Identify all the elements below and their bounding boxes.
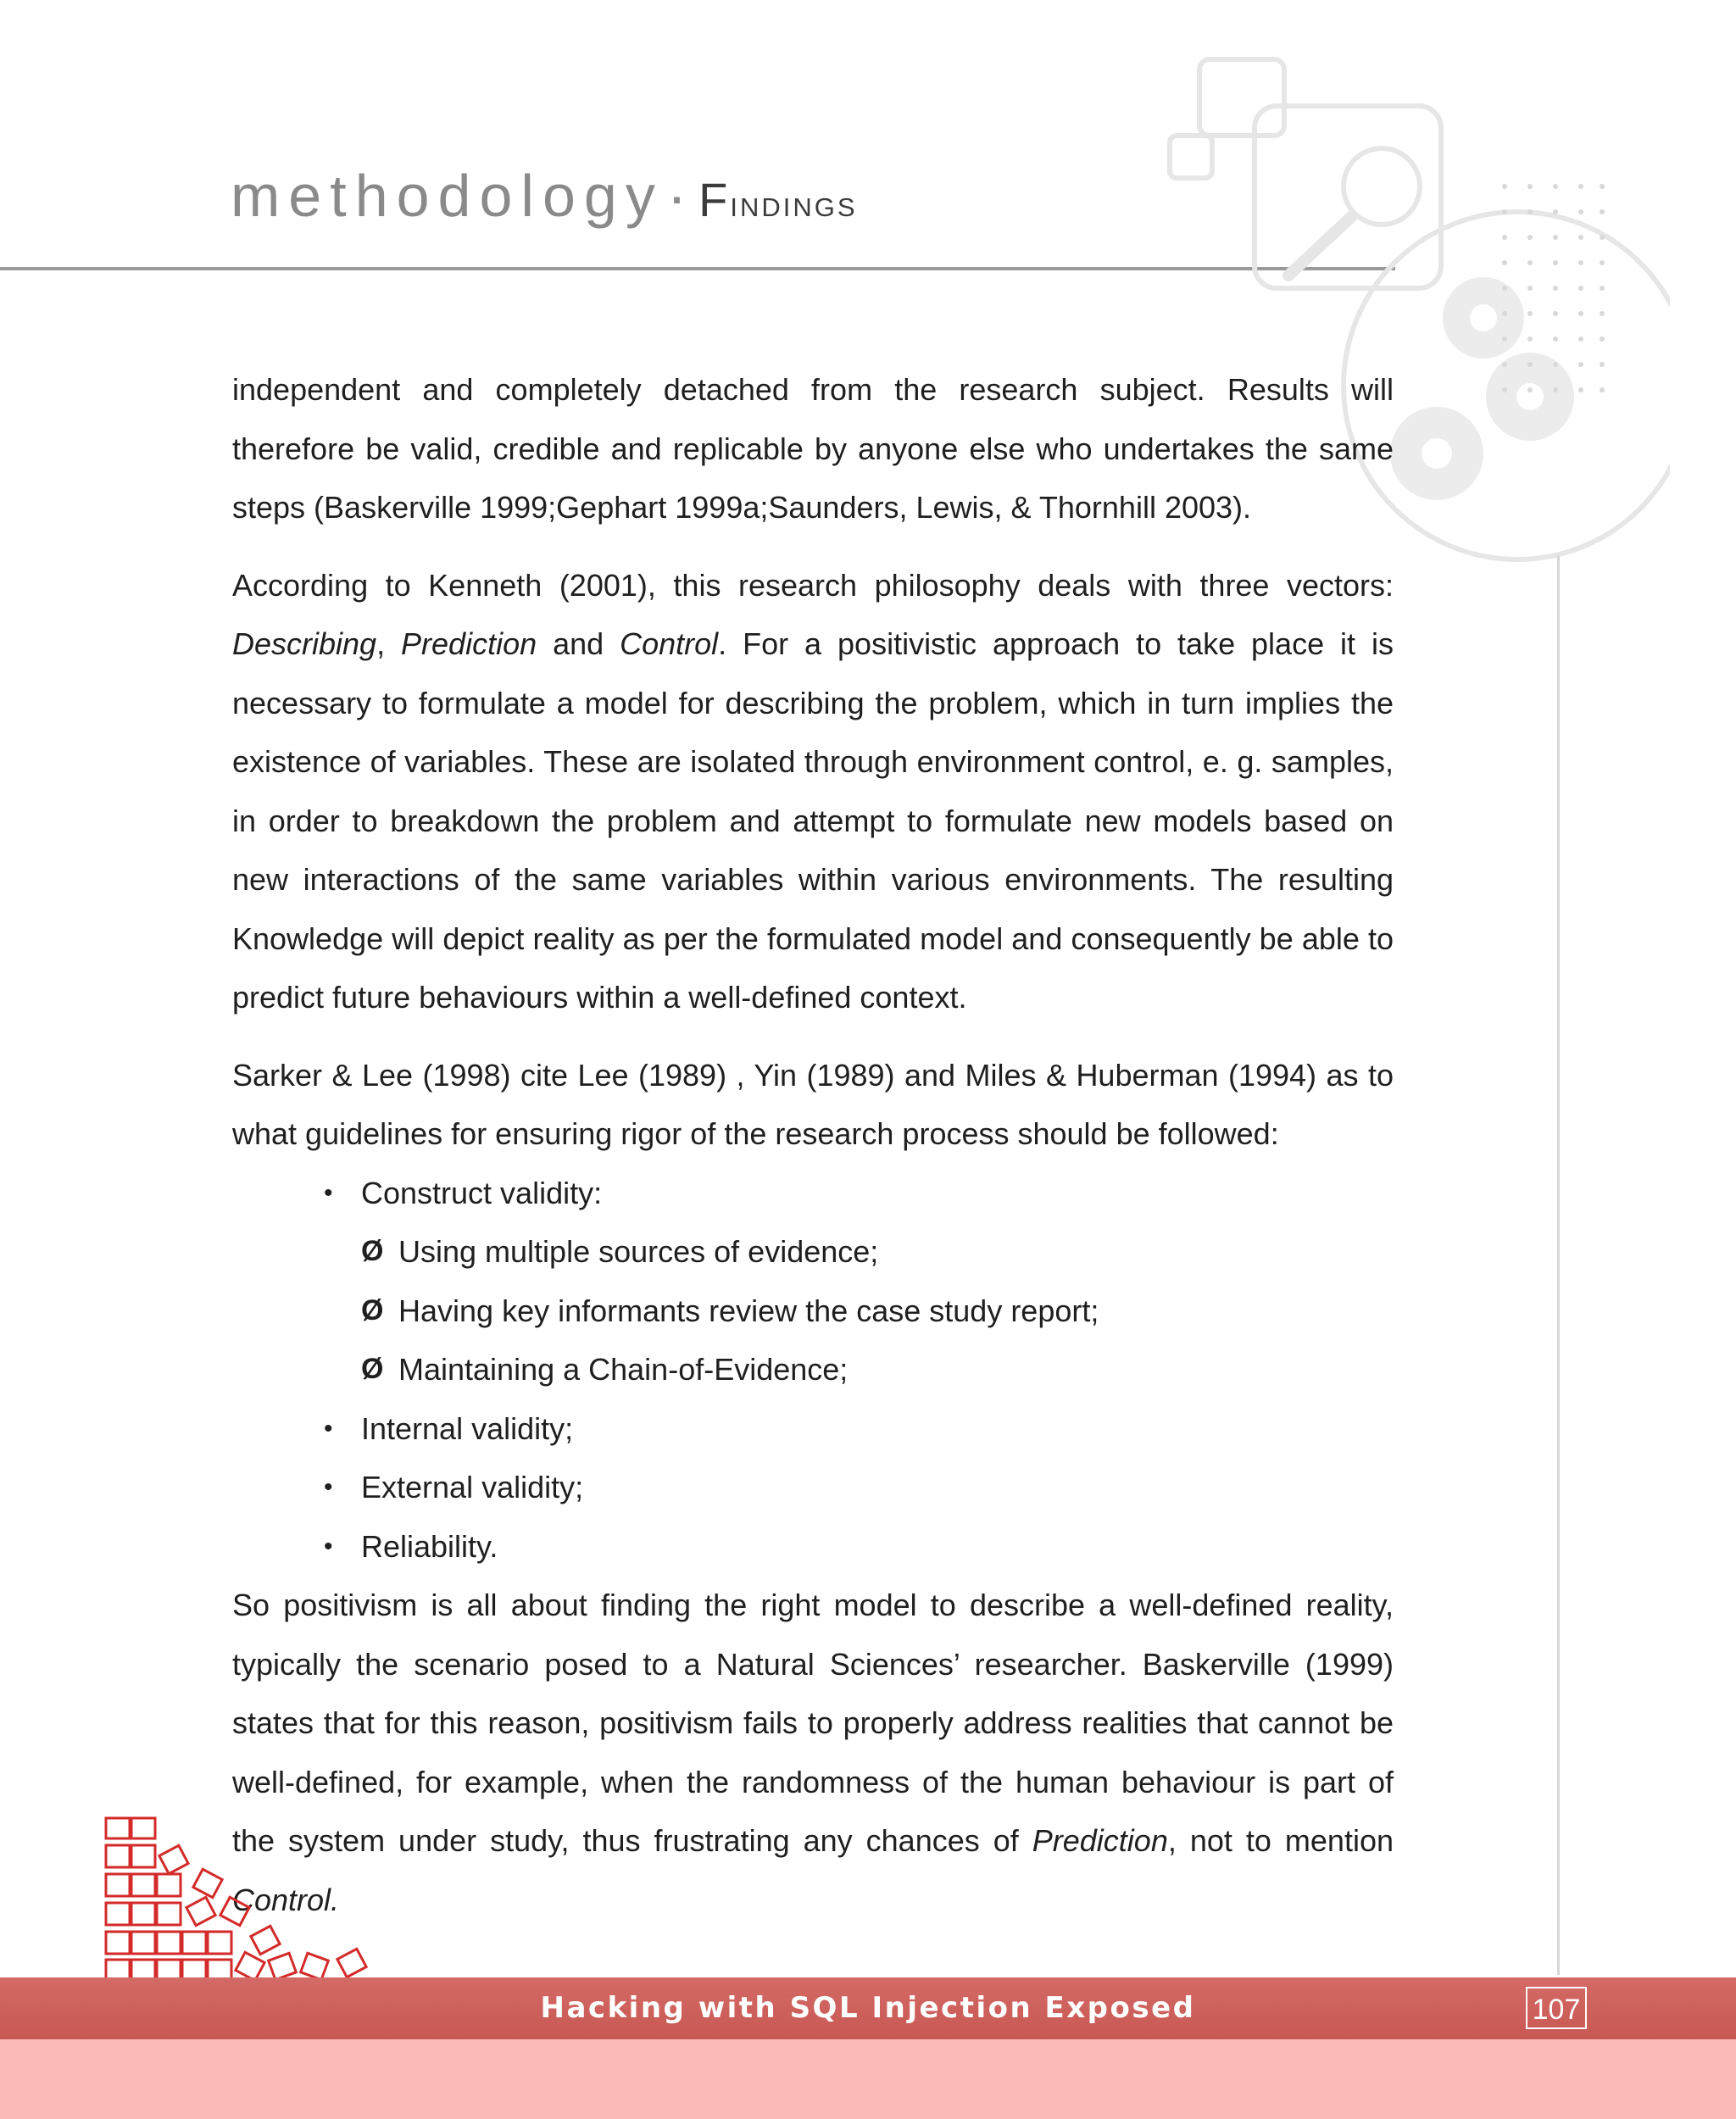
sub-list-item <box>361 1222 1394 1282</box>
p2-italic-describing: Describing <box>232 626 377 661</box>
p2-text-a: According to Kenneth (2001), this research philosophy deals with three vectors: <box>232 567 1394 603</box>
sub-list-item-label: Having key informants review the case study report; <box>398 1293 1099 1328</box>
list-item <box>324 1164 1394 1399</box>
p4-text-a: So positivism is all about finding the right model to describe a well-defined reality, typically the scenario posed to a Natural Sciences’ researcher. Baskerville (1999) states that for this reason, positivism fails to properly address realities that cannot be well-defined, for example, when the randomness of the human behaviour is part of the system under study, thus frustrating any chances of <box>232 1588 1394 1858</box>
p4-italic-prediction: Prediction <box>1032 1823 1168 1858</box>
arrow-bullet-icon: Ø <box>361 1293 384 1326</box>
p2-italic-prediction: Prediction <box>401 626 537 661</box>
arrow-bullet-icon: Ø <box>361 1353 384 1385</box>
paragraph-2 <box>232 556 1394 1027</box>
paragraph-1: independent and completely detached from the research subject. Results will therefore be valid, credible and replicable by anyone else who undertakes the same steps (Baskerville 1999;Gephart 1999a;Saunders, Lewis, & Thornhill 2003). <box>232 372 1394 525</box>
sub-list-item-label: Using multiple sources of evidence; <box>398 1234 879 1269</box>
p4-italic-control: Control. <box>232 1882 340 1917</box>
bullet-icon: • <box>324 1473 333 1501</box>
paragraph-3: Sarker & Lee (1998) cite Lee (1989) , Yin (1989) and Miles & Huberman (1994) as to what guidelines for ensuring rigor of the research process should be followed: <box>232 1057 1394 1151</box>
sub-list-item <box>361 1340 1394 1399</box>
subsection-initial: F <box>698 173 731 226</box>
header-separator: · <box>666 163 687 229</box>
footer-pink-strip <box>0 2039 1736 2119</box>
list-item-label: Reliability. <box>361 1528 498 1564</box>
right-margin-rule <box>1557 555 1560 1975</box>
list-item-label: External validity; <box>361 1470 584 1504</box>
list-item-label: Construct validity: <box>361 1175 603 1210</box>
p2-italic-control: Control <box>620 626 719 661</box>
list-item <box>324 1399 1394 1459</box>
arrow-bullet-icon: Ø <box>361 1235 384 1267</box>
bullet-icon: • <box>324 1532 333 1560</box>
p2-text-c: and <box>537 626 620 661</box>
sub-list-item-label: Maintaining a Chain-of-Evidence; <box>398 1352 849 1387</box>
body-text <box>232 360 1394 1929</box>
p2-text-b: , <box>376 626 402 661</box>
sub-list-item <box>361 1282 1394 1341</box>
bullet-icon: • <box>324 1414 333 1443</box>
p2-text-d: . For a positivistic approach to take place it is necessary to formulate a model for describing the problem, which in turn implies the existence of variables. These are isolated through environment control, e. g. samples, in order to breakdown the problem and attempt to formulate new models based on new interactions of the same variables within various environments. The resulting Knowledge will depict reality as per the formulated model and consequently be able to predict future behaviours within a well-defined context. <box>232 626 1394 1015</box>
page-number: 107 <box>1526 1987 1587 2029</box>
footer-book-title: Hacking with SQL Injection Exposed <box>540 1991 1196 2025</box>
section-title: methodology <box>231 163 664 229</box>
construct-validity-sublist <box>361 1222 1394 1399</box>
page-header <box>231 163 858 229</box>
list-item-label: Internal validity; <box>361 1410 574 1446</box>
bullet-icon: • <box>324 1178 333 1207</box>
subsection-rest: indings <box>730 183 858 225</box>
p4-text-b: , not to mention <box>1167 1823 1394 1858</box>
subsection-title <box>698 173 858 226</box>
guidelines-list <box>232 1164 1394 1577</box>
list-item <box>324 1458 1394 1517</box>
list-item <box>324 1517 1394 1577</box>
